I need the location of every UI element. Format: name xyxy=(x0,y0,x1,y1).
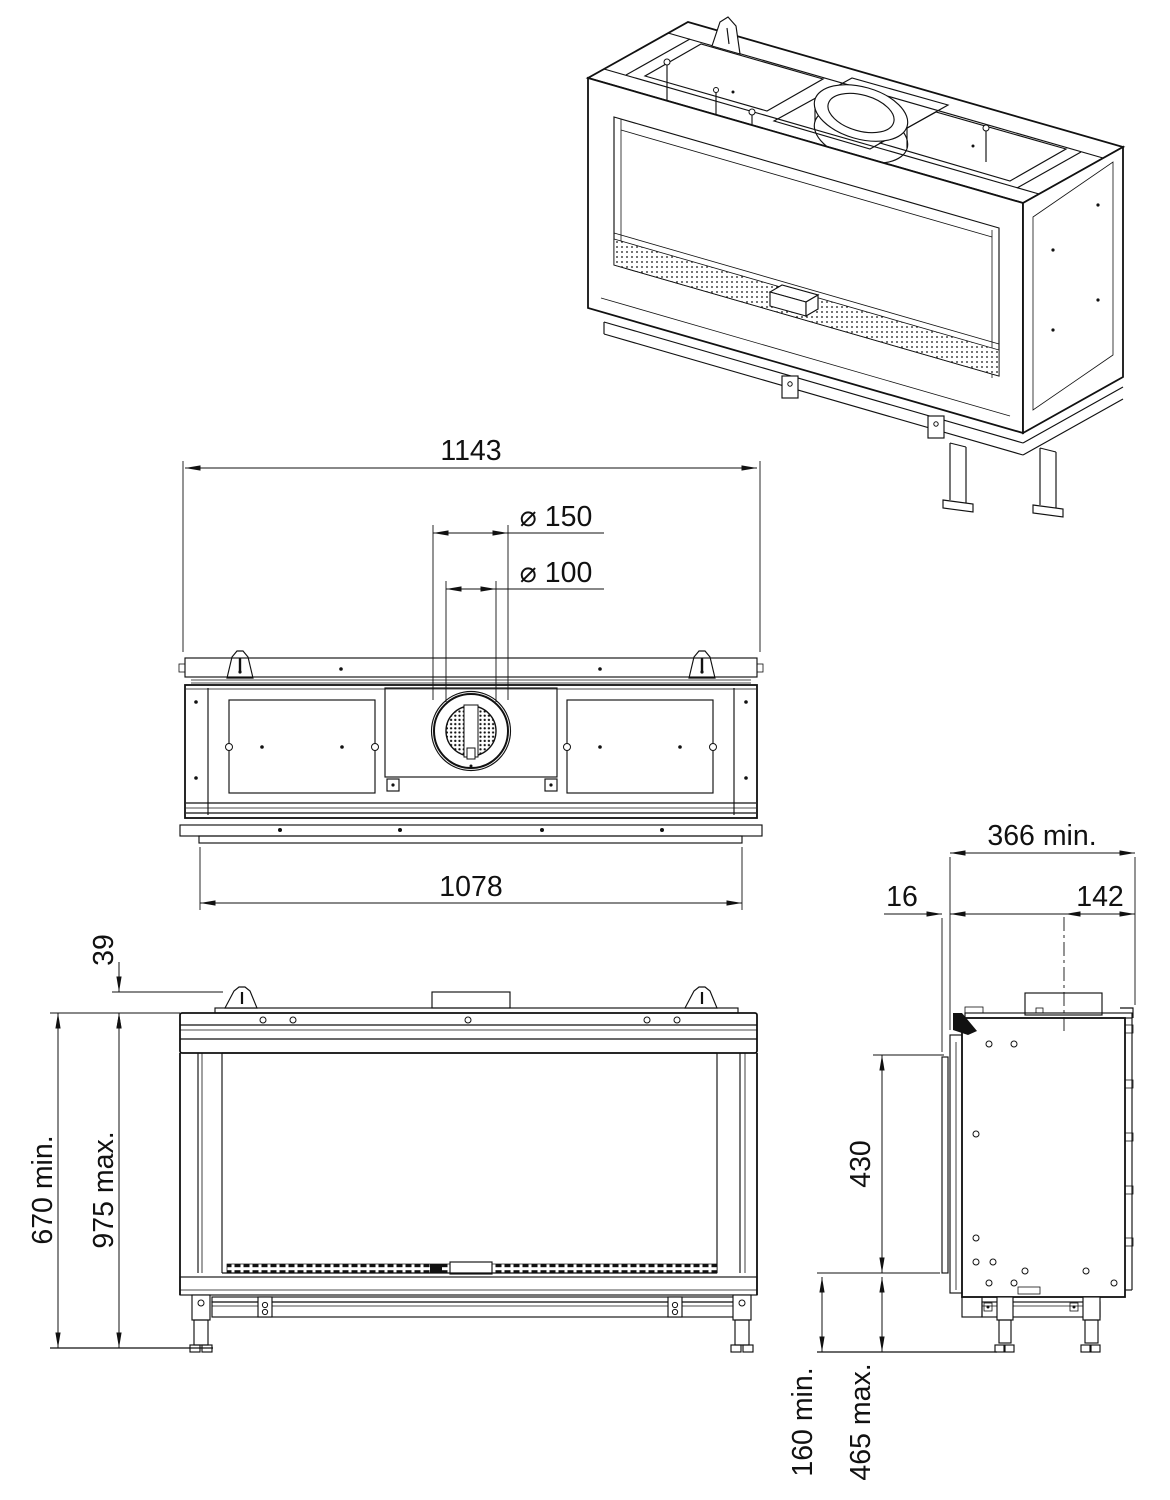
front-leg-left xyxy=(190,1295,212,1352)
dim-overall-width: 1143 xyxy=(440,435,502,467)
top-access-panel-left xyxy=(226,700,379,793)
front-pilot-cover xyxy=(450,1262,492,1274)
dim-top-offset: 39 xyxy=(88,934,120,966)
front-rail-connector-left xyxy=(258,1297,272,1317)
front-base-rail-top xyxy=(212,1297,742,1302)
front-lifting-lug-left xyxy=(225,987,257,1008)
side-glass-pane xyxy=(942,1057,948,1273)
dim-flue-center-to-back: 142 xyxy=(1076,881,1124,913)
top-view-dimensions xyxy=(183,435,760,910)
front-bottom-band xyxy=(180,1277,757,1295)
dim-base-height-max: 465 max. xyxy=(845,1363,877,1481)
dim-base-height-min: 160 min. xyxy=(787,1367,819,1477)
dim-front-glass-offset: 16 xyxy=(886,881,918,913)
side-flue-box xyxy=(1025,993,1102,1015)
iso-leg-front xyxy=(943,443,973,512)
top-access-panel-right xyxy=(564,700,717,793)
top-lifting-lug-left xyxy=(227,651,253,678)
side-base-front-block xyxy=(962,1297,982,1317)
top-cap-band xyxy=(185,658,757,677)
side-view-dimensions xyxy=(787,820,1135,1481)
top-flue-collar xyxy=(432,692,511,771)
dim-height-max: 975 max. xyxy=(88,1131,120,1249)
dim-flue-inner-diameter: ⌀ 100 xyxy=(519,557,593,589)
top-view xyxy=(179,651,763,843)
side-leg-front xyxy=(995,1297,1014,1352)
front-base-rail xyxy=(212,1302,742,1317)
side-leg-back xyxy=(1081,1297,1100,1352)
side-body xyxy=(962,1018,1125,1297)
top-front-plate xyxy=(180,825,762,836)
isometric-view xyxy=(588,17,1123,517)
top-lifting-lug-right xyxy=(689,651,715,678)
iso-leg-back xyxy=(1033,448,1063,517)
front-leg-right xyxy=(731,1295,753,1352)
dim-inner-width: 1078 xyxy=(439,871,503,903)
dim-glass-height: 430 xyxy=(845,1140,877,1188)
front-lifting-lug-right xyxy=(685,987,717,1008)
front-flue-box xyxy=(432,992,510,1008)
front-view xyxy=(180,987,757,1352)
front-rail-connector-right xyxy=(668,1297,682,1317)
dim-depth-min: 366 min. xyxy=(987,820,1097,852)
front-view-dimensions xyxy=(27,934,223,1348)
dim-flue-outer-diameter: ⌀ 150 xyxy=(519,501,593,533)
dim-height-min: 670 min. xyxy=(27,1135,59,1245)
top-front-lower-plate xyxy=(199,836,742,843)
side-view xyxy=(942,917,1133,1352)
